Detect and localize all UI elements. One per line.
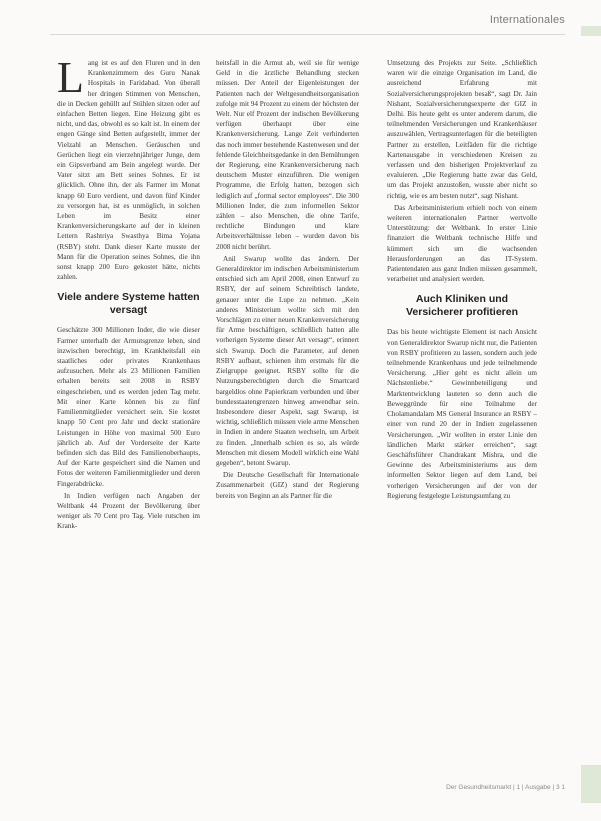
body-paragraph: heitsfall in die Armut ab, weil sie für wenige Geld in die ärztliche Behandlung stecken müssen. Der Anteil der Eigenleistungen der Patienten nach der Weltgesundheitsorganisation zufolge mit 94 Prozent zu einem der höchsten der Welt. Nur elf Prozent der indischen Bevölkerung verfügen überhaupt über eine Krankenversicherung. Lange Zeit verhinderten das noch immer bestehende Kastenwesen und der fehlende Gleichheitsgedanke in den Bemühungen der Regierung, eine Krankenversicherung nach deutschem Muster einzuführen. Die wenigen Programme, die Erfolg hatten, bezogen sich lediglich auf „formal sector employees“. Die 300 Millionen Inder, die zum informellen Sektor zählen – also Menschen, die ohne Tarife, rechtliche Bindungen und klare Arbeitsverhältnisse leben – wurden davon bis 2008 nicht berührt. (216, 59, 359, 251)
intro-text: ang ist es auf den Fluren und in den Krankenzimmern des Guru Nanak Hospitals in Faridabad. Von überall her dringen Stimmen von Menschen, die in Decken gehüllt auf Stühlen sitzen oder auf einfachen Betten liegen. Eine Heizung gibt es nicht, und das, obwohl es so kalt ist. In einem der engen Gänge sind Betten aufgestellt, immer der Vielzahl an Menschen. Geräuschen und Gerüchen liegt ein vierzehnjähriger Junge, dem ein Gipsverband am Bein angelegt wurde. Der Vater sitzt am Bett seines Sohnes. Er ist glücklich. Ohne ihn, der als Farmer im Monat knapp 60 Euro verdient, und davon fünf Kinder zu versorgen hat, ist es unmöglich, in solchen Leben im Besitz einer Krankenversicherungskarte auf der in kleinen Lettern Rashtriya Swasthya Bima Yojana (RSBY) steht. Dank dieser Karte musste der Mann für die Operation seines Sohnes, die ihn sonst knapp 200 Euro gekostet hätte, nichts zahlen. (57, 59, 200, 282)
body-paragraph: Geschätzte 300 Millionen Inder, die wie dieser Farmer unterhalb der Armutsgrenze leben, sind inzwischen berechtigt, im Krankheitsfall ein staatliches oder privates Krankenhaus aufzusuchen. Mehr als 23 Millionen Familien erhalten bereits seit 2008 in RSBY eingeschrieben, und es werden jeden Tag mehr. Mit einer Karte können bis zu fünf Familienmitglieder versichert sein. Sie kostet knapp 50 Cent pro Jahr und deckt stationäre Leistungen in Höhe von maximal 500 Euro jährlich ab. Auf der Vorderseite der Karte befinden sich das Bild des Familienoberhaupts, Auf der Karte gespeichert sind die Namen und Fotos der weiteren Familienmitglieder und deren Fingerabdrücke. (57, 326, 200, 488)
header-divider (50, 34, 565, 35)
body-paragraph: Anil Swarup wollte das ändern. Der Generaldirektor im indischen Arbeitsministerium entschied sich am April 2008, einen Entwurf zu RSBY, der auf seinem Schreibtisch landete, genauer unter die Lupe zu nehmen. „Kein anderes Ministerium wollte sich mit den Vorschlägen zu einer neuen Krankenversicherung für Arme beschäftigen, schließlich hatten alle vorherigen Systeme dieser Art versagt“, erinnert sich Swarup. Doch die Parameter, auf denen RSBY aufbaut, schienen ihm erstmals für die Zielgruppe geeignet. RSBY sollte für die Nutzungsberechtigten durch die Smartcard bargeldlos ohne Papierkram verbunden und über bundesstaatengrenzen hinweg anwendbar sein. Insbesondere dieser Aspekt, sagt Swarup, ist wichtig, schließlich müssen viele arme Menschen in Indien in andere Staaten wechseln, um Arbeit zu finden. „Innerhalb schien es so, als würde Menschen mit diesem Modell wirklich eine Wahl gegeben“, betont Swarup. (216, 254, 359, 467)
subheading-clinics: Auch Kliniken und Versicherer profitieren (405, 293, 519, 319)
text-column-3 (387, 58, 537, 770)
body-paragraph: Das bis heute wichtigste Element ist nach Ansicht von Generaldirektor Swarup nicht nur, die Patienten von RSBY profitieren zu lassen, sondern auch jede teilnehmende Krankenhaus und jede teilnehmende Versicherung. „Hier geht es nicht allein um Nächstenliebe.“ Gewinnbeteiligung und Marktentwicklung lauteten so denn auch die Beweggründe für eine Teilnahme der Cholamandalam MS General Insurance an RSBY – einer von rund 20 der in Indien zugelassenen Versicherungen. „Wir wollten in erster Linie den ländlichen Markt stärker erreichen“, sagt Geschäftsführer Chandrakant Mishra, und die Gewinne des Arbeitsministeriums aus dem informellen Sektor liegen auf dem Land, bei vorherigen Versicherungen auf der von der Regierung festgelegte Leistungsumfang zu (387, 328, 537, 500)
margin-tab-top (581, 26, 601, 36)
drop-cap: L (57, 58, 84, 102)
subheading-systems: Viele andere Systeme hatten versagt (57, 291, 200, 317)
body-paragraph: Umsetzung des Projekts zur Seite. „Schließlich waren wir die einzige Organisation im Land, die ausreichend Erfahrung mit Sozialversicherungsprojekten besaß“, sagt Dr. Jain Nishant, Sozialversicherungsexperte der GIZ in Delhi. Bis heute geht es unter anderem darum, die teilnehmenden Versicherungen und Krankenhäuser auszuwählen, Vertragsunterlagen für die beteiligten Partner zu erstellen, Leitfäden für die richtige Kartenausgabe in verschiedenen Kreisen zu verfassen und den bisherigen Projektverlauf zu evaluieren. „Die Regierung hatte zwar das Geld, um das Projekt anzustoßen, wusste aber nicht so richtig, wie es am besten nutzt“, sagt Nishant. (387, 59, 537, 200)
section-header: Internationales (489, 14, 565, 26)
text-column-2 (216, 58, 359, 770)
margin-tab-bottom (581, 765, 601, 803)
text-column-1 (57, 58, 200, 770)
body-paragraph: Die Deutsche Gesellschaft für Internationale Zusammenarbeit (GIZ) stand der Regierung bereits von Beginn an als Partner für die (216, 471, 359, 500)
intro-paragraph (57, 58, 200, 282)
body-paragraph: In Indien verfügen nach Angaben der Weltbank 44 Prozent der Bevölkerung über weniger als 70 Cent pro Tag. Viele rutschen im Krank- (57, 491, 200, 531)
page-footer: Der Gesundheitsmarkt | 1 | Ausgabe | 3 1 (446, 784, 565, 791)
body-paragraph: Das Arbeitsministerium erhielt noch von einem weiteren internationalen Partner wertvolle Unterstützung: der Weltbank. In erster Linie finanziert die Weltbank technische Hilfe und kümmert sich um die wachsenden Herausforderungen an das IT-System. Patientendaten aus ganz Indien müssen gesammelt, verarbeitet und analysiert werden. (387, 203, 537, 284)
